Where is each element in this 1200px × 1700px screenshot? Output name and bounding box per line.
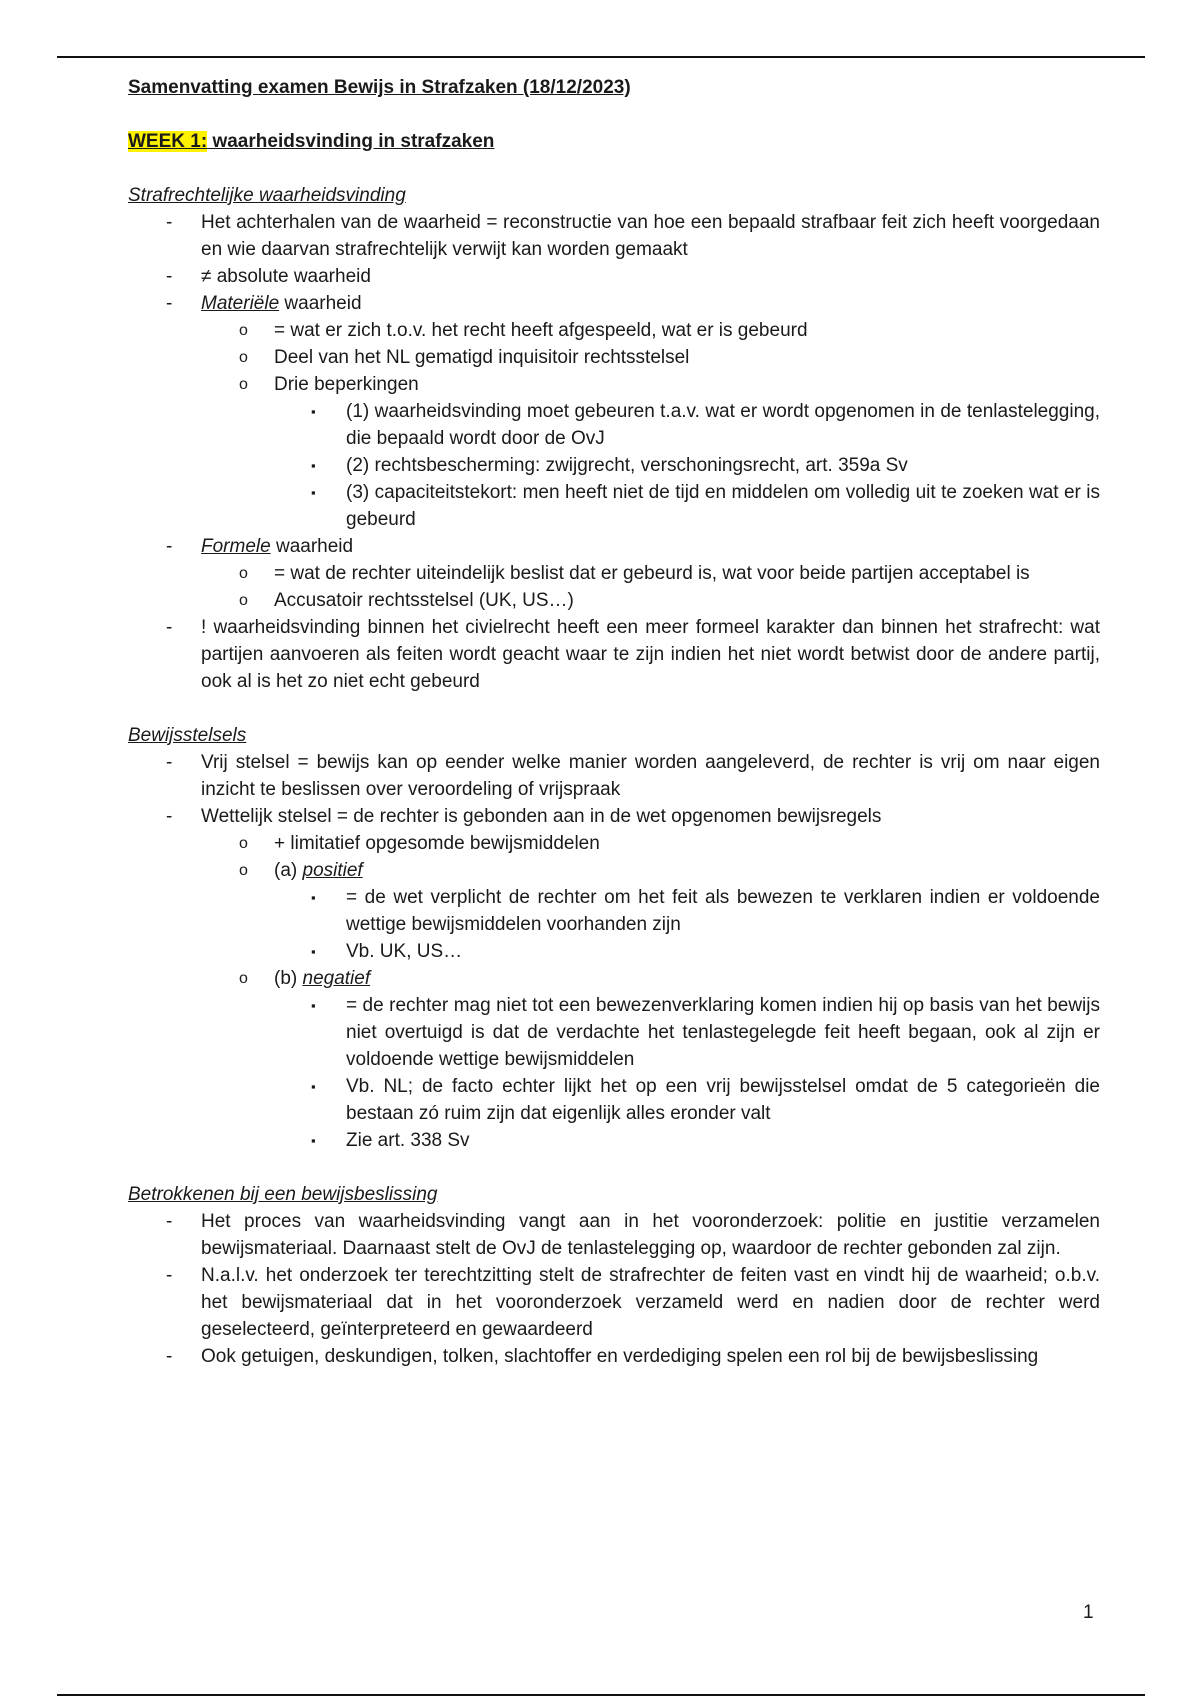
term: negatief [302, 968, 371, 989]
spacer [128, 1154, 1100, 1181]
list-item-text: Vrij stelsel = bewijs kan op eender welke manier worden aangeleverd, de rechter is vrij om naar eigen inzicht te beslissen over veroordeling of vrijspraak [201, 752, 1100, 800]
sub-sub-list-item [128, 938, 1100, 965]
list-item-text: Ook getuigen, deskundigen, tolken, slachtoffer en verdediging spelen een rol bij de bewijsbeslissing [201, 1346, 1039, 1367]
sub-list-item [128, 857, 1100, 884]
section-betrokkenen [128, 1181, 1100, 1370]
list-item [128, 1208, 1100, 1262]
list-item-text: (3) capaciteitstekort: men heeft niet de tijd en middelen om volledig uit te zoeken wat er is gebeurd [346, 482, 1100, 530]
list-item-text: ≠ absolute waarheid [201, 266, 371, 287]
list-item [128, 803, 1100, 830]
list-item-text: (2) rechtsbescherming: zwijgrecht, verschoningsrecht, art. 359a Sv [346, 455, 908, 476]
circle-bullet: o [239, 322, 248, 339]
term: positief [302, 860, 363, 881]
list-item-text: Het achterhalen van de waarheid = reconstructie van hoe een bepaald strafbaar feit zich heeft voorgedaan en wie daarvan strafrechtelijk verwijt kan worden gemaakt [201, 212, 1100, 260]
list-item-text: (b) [274, 968, 303, 989]
circle-bullet: o [239, 862, 248, 879]
term: Formele [201, 536, 271, 557]
circle-bullet: o [239, 835, 248, 852]
square-bullet: ▪ [311, 890, 316, 905]
document-page [128, 74, 1100, 1370]
list-item [128, 263, 1100, 290]
sub-sub-list-item [128, 884, 1100, 938]
list-item [128, 533, 1100, 560]
sub-list-item [128, 317, 1100, 344]
list-item-text: waarheid [270, 536, 354, 557]
dash-bullet: - [166, 617, 173, 638]
square-bullet: ▪ [311, 404, 316, 419]
dash-bullet: - [166, 266, 173, 287]
sub-sub-list-item [128, 398, 1100, 452]
sub-sub-list-item [128, 479, 1100, 533]
dash-bullet: - [166, 1265, 173, 1286]
list-item-text: waarheid [279, 293, 362, 314]
list-item-text: = wat de rechter uiteindelijk beslist dat er gebeurd is, wat voor beide partijen acceptabel is [274, 563, 1030, 584]
list-item [128, 1262, 1100, 1343]
section-title: Strafrechtelijke waarheidsvinding [128, 185, 406, 206]
list-item-text: Wettelijk stelsel = de rechter is gebonden aan in de wet opgenomen bewijsregels [201, 806, 882, 827]
list-item [128, 614, 1100, 695]
dash-bullet: - [166, 806, 173, 827]
document-title: Samenvatting examen Bewijs in Strafzaken (18/12/2023) [128, 77, 631, 98]
page-number: 1 [1083, 1602, 1094, 1623]
sub-list-item [128, 371, 1100, 398]
sub-sub-list-item [128, 992, 1100, 1073]
circle-bullet: o [239, 376, 248, 393]
list-item-text: ! waarheidsvinding binnen het civielrecht heeft een meer formeel karakter dan binnen het strafrecht: wat partijen aanvoeren als feiten wordt geacht waar te zijn indien het niet wordt betwist door de andere partij, ook al is het zo niet echt gebeurd [201, 617, 1100, 692]
dash-bullet: - [166, 1211, 173, 1232]
list-item-text: Zie art. 338 Sv [346, 1130, 470, 1151]
square-bullet: ▪ [311, 485, 316, 500]
dash-bullet: - [166, 293, 173, 314]
week-title: waarheidsvinding in strafzaken [207, 131, 495, 152]
list-item [128, 749, 1100, 803]
week-label-highlight: WEEK 1: [128, 131, 208, 152]
square-bullet: ▪ [311, 998, 316, 1013]
circle-bullet: o [239, 592, 248, 609]
square-bullet: ▪ [311, 1079, 316, 1094]
section-bewijsstelsels [128, 722, 1100, 1154]
list-item-text: Accusatoir rechtsstelsel (UK, US…) [274, 590, 574, 611]
square-bullet: ▪ [311, 944, 316, 959]
sub-sub-list-item [128, 1127, 1100, 1154]
list-item-text: Het proces van waarheidsvinding vangt aan in het vooronderzoek: politie en justitie verzamelen bewijsmateriaal. Daarnaast stelt de OvJ de tenlastelegging op, waardoor de rechter gebonden zal zijn. [201, 1211, 1100, 1259]
circle-bullet: o [239, 349, 248, 366]
sub-list-item [128, 830, 1100, 857]
list-item-text: = de wet verplicht de rechter om het feit als bewezen te verklaren indien er voldoende wettige bewijsmiddelen voorhanden zijn [346, 887, 1100, 935]
spacer [128, 695, 1100, 722]
term: Materiële [201, 293, 280, 314]
section-title: Bewijsstelsels [128, 725, 247, 746]
sub-list-item [128, 965, 1100, 992]
sub-list-item [128, 344, 1100, 371]
list-item-text: Deel van het NL gematigd inquisitoir rechtsstelsel [274, 347, 690, 368]
list-item-text: Vb. UK, US… [346, 941, 463, 962]
sub-list-item [128, 587, 1100, 614]
week-heading [128, 128, 1100, 155]
dash-bullet: - [166, 212, 173, 233]
list-item-text: Drie beperkingen [274, 374, 419, 395]
list-item-text: (a) [274, 860, 303, 881]
dash-bullet: - [166, 1346, 173, 1367]
dash-bullet: - [166, 536, 173, 557]
sub-sub-list-item [128, 1073, 1100, 1127]
list-item-text: (1) waarheidsvinding moet gebeuren t.a.v. wat er wordt opgenomen in de tenlastelegging, die bepaald wordt door de OvJ [346, 401, 1100, 449]
sub-list-item [128, 560, 1100, 587]
list-item-text: = wat er zich t.o.v. het recht heeft afgespeeld, wat er is gebeurd [274, 320, 808, 341]
circle-bullet: o [239, 565, 248, 582]
list-item [128, 209, 1100, 263]
square-bullet: ▪ [311, 1133, 316, 1148]
list-item-text: Vb. NL; de facto echter lijkt het op een vrij bewijsstelsel omdat de 5 categorieën die bestaan zó ruim zijn dat eigenlijk alles eronder valt [346, 1076, 1100, 1124]
dash-bullet: - [166, 752, 173, 773]
square-bullet: ▪ [311, 458, 316, 473]
list-item-text: N.a.l.v. het onderzoek ter terechtzitting stelt de strafrechter de feiten vast en vindt hij de waarheid; o.b.v. het bewijsmateriaal dat in het vooronderzoek verzameld werd en nadien door de rechter werd geselecteerd, geïnterpreteerd en gewaardeerd [201, 1265, 1100, 1340]
section-title: Betrokkenen bij een bewijsbeslissing [128, 1184, 438, 1205]
circle-bullet: o [239, 970, 248, 987]
list-item [128, 290, 1100, 317]
page-top-rule [57, 56, 1145, 58]
sub-sub-list-item [128, 452, 1100, 479]
section-strafrechtelijke-waarheidsvinding [128, 182, 1100, 695]
page-bottom-rule [57, 1694, 1145, 1696]
list-item [128, 1343, 1100, 1370]
list-item-text: + limitatief opgesomde bewijsmiddelen [274, 833, 600, 854]
list-item-text: = de rechter mag niet tot een bewezenverklaring komen indien hij op basis van het bewijs niet overtuigd is dat de verdachte het tenlastegelegde feit heeft begaan, ook al zijn er voldoende wettige bewijsmiddelen [346, 995, 1100, 1070]
